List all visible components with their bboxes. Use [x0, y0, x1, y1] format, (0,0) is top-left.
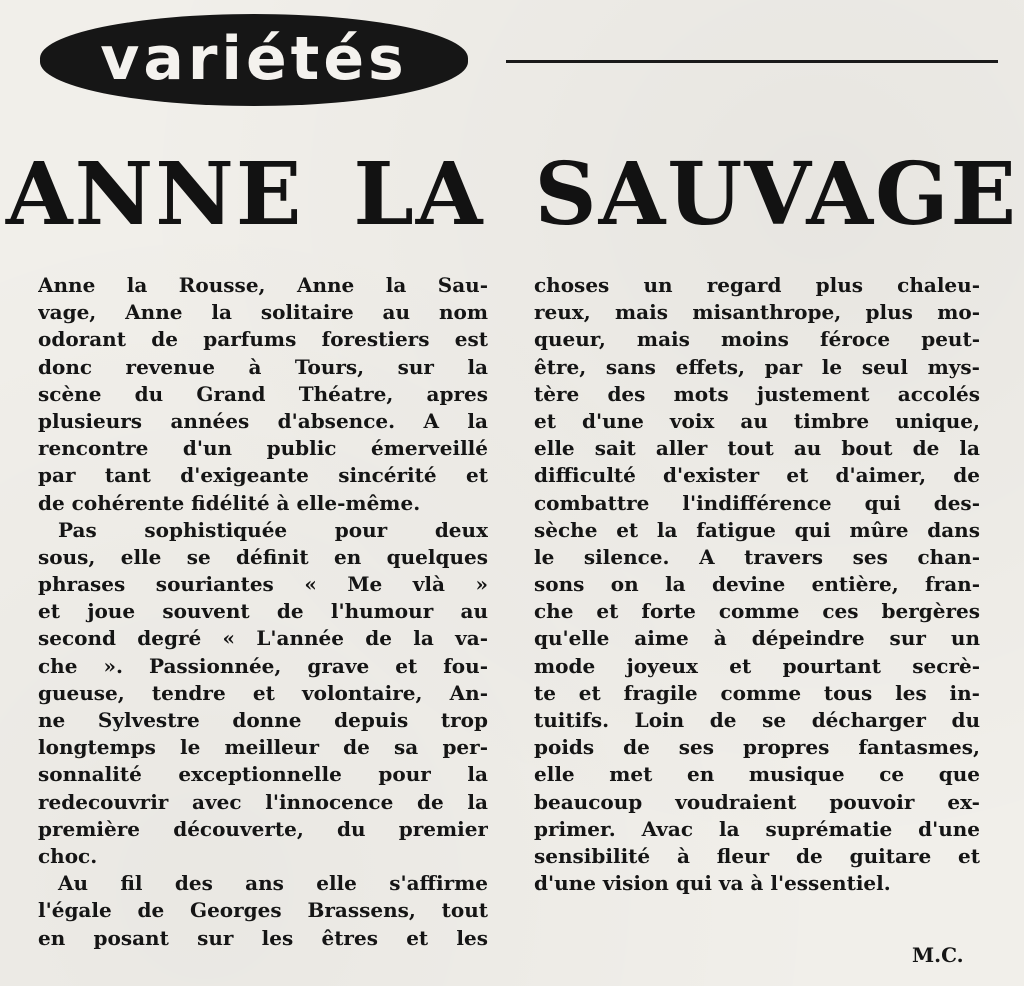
text-line: Anne la Rousse, Anne la Sau- [38, 273, 488, 297]
header-rule [506, 60, 998, 63]
text-line: et joue souvent de l'humour au [38, 599, 488, 624]
text-line: longtemps le meilleur de sa per- [38, 735, 488, 760]
text-line: sous, elle se définit en quelques [38, 544, 488, 569]
text-line: phrases souriantes « Me vlà » [38, 572, 488, 597]
text-line: ne Sylvestre donne depuis trop [38, 708, 488, 732]
text-line: odorant de parfums forestiers est [38, 327, 488, 352]
text-line: le silence. A travers ses chan- [534, 544, 980, 569]
text-line: Pas sophistiquée pour deux [58, 517, 488, 542]
text-line: tuitifs. Loin de se décharger du [534, 708, 980, 732]
text-line: donc revenue à Tours, sur la [38, 354, 488, 379]
text-line: être, sans effets, par le seul mys- [534, 354, 980, 379]
text-line: première découverte, du premier [38, 816, 488, 841]
text-line: sonnalité exceptionnelle pour la [38, 762, 488, 787]
text-line: elle met en musique ce que [534, 762, 980, 787]
text-line: sons on la devine entière, fran- [534, 572, 980, 597]
headline: ANNE LA SAUVAGE [5, 144, 1019, 245]
text-line: Au fil des ans elle s'affirme [58, 871, 488, 896]
text-line: queur, mais moins féroce peut- [534, 327, 980, 352]
text-line: redecouvrir avec l'innocence de la [38, 789, 488, 814]
text-line: l'égale de Georges Brassens, tout [38, 898, 488, 923]
text-line: sèche et la fatigue qui mûre dans [534, 517, 980, 542]
text-line: qu'elle aime à dépeindre sur un [534, 626, 980, 651]
text-line: second degré « L'année de la va- [38, 626, 488, 651]
text-line: beaucoup voudraient pouvoir ex- [534, 789, 980, 814]
text-line: vage, Anne la solitaire au nom [38, 300, 488, 325]
article-column-right [534, 272, 980, 897]
text-line: te et fragile comme tous les in- [534, 680, 980, 705]
text-line: che et forte comme ces bergères [534, 599, 980, 624]
text-line: de cohérente fidélité à elle-même. [38, 490, 421, 515]
article-column-left [38, 272, 488, 952]
text-line: en posant sur les êtres et les [38, 925, 488, 950]
section-label: variétés [100, 24, 408, 94]
text-line: choses un regard plus chaleu- [534, 273, 980, 297]
text-line: poids de ses propres fantasmes, [534, 735, 980, 760]
text-line: gueuse, tendre et volontaire, An- [38, 680, 488, 705]
text-line: plusieurs années d'absence. A la [38, 408, 488, 433]
text-line: et d'une voix au timbre unique, [534, 408, 980, 433]
text-line: rencontre d'un public émerveillé [38, 436, 488, 461]
text-line: combattre l'indifférence qui des- [534, 490, 980, 515]
text-line: par tant d'exigeante sincérité et [38, 463, 488, 488]
text-line: elle sait aller tout au bout de la [534, 436, 980, 461]
text-line: primer. Avac la suprématie d'une [534, 816, 980, 841]
text-line: sensibilité à fleur de guitare et [534, 843, 980, 868]
text-line: mode joyeux et pourtant secrè- [534, 653, 980, 678]
text-line: choc. [38, 843, 98, 868]
text-line: che ». Passionnée, grave et fou- [38, 653, 488, 678]
text-line: reux, mais misanthrope, plus mo- [534, 300, 980, 325]
section-badge [40, 14, 468, 106]
text-line: d'une vision qui va à l'essentiel. [534, 871, 891, 896]
text-line: scène du Grand Théatre, apres [38, 381, 488, 406]
text-line: tère des mots justement accolés [534, 381, 980, 406]
author-signature: M.C. [912, 943, 964, 967]
text-line: difficulté d'exister et d'aimer, de [534, 463, 980, 488]
